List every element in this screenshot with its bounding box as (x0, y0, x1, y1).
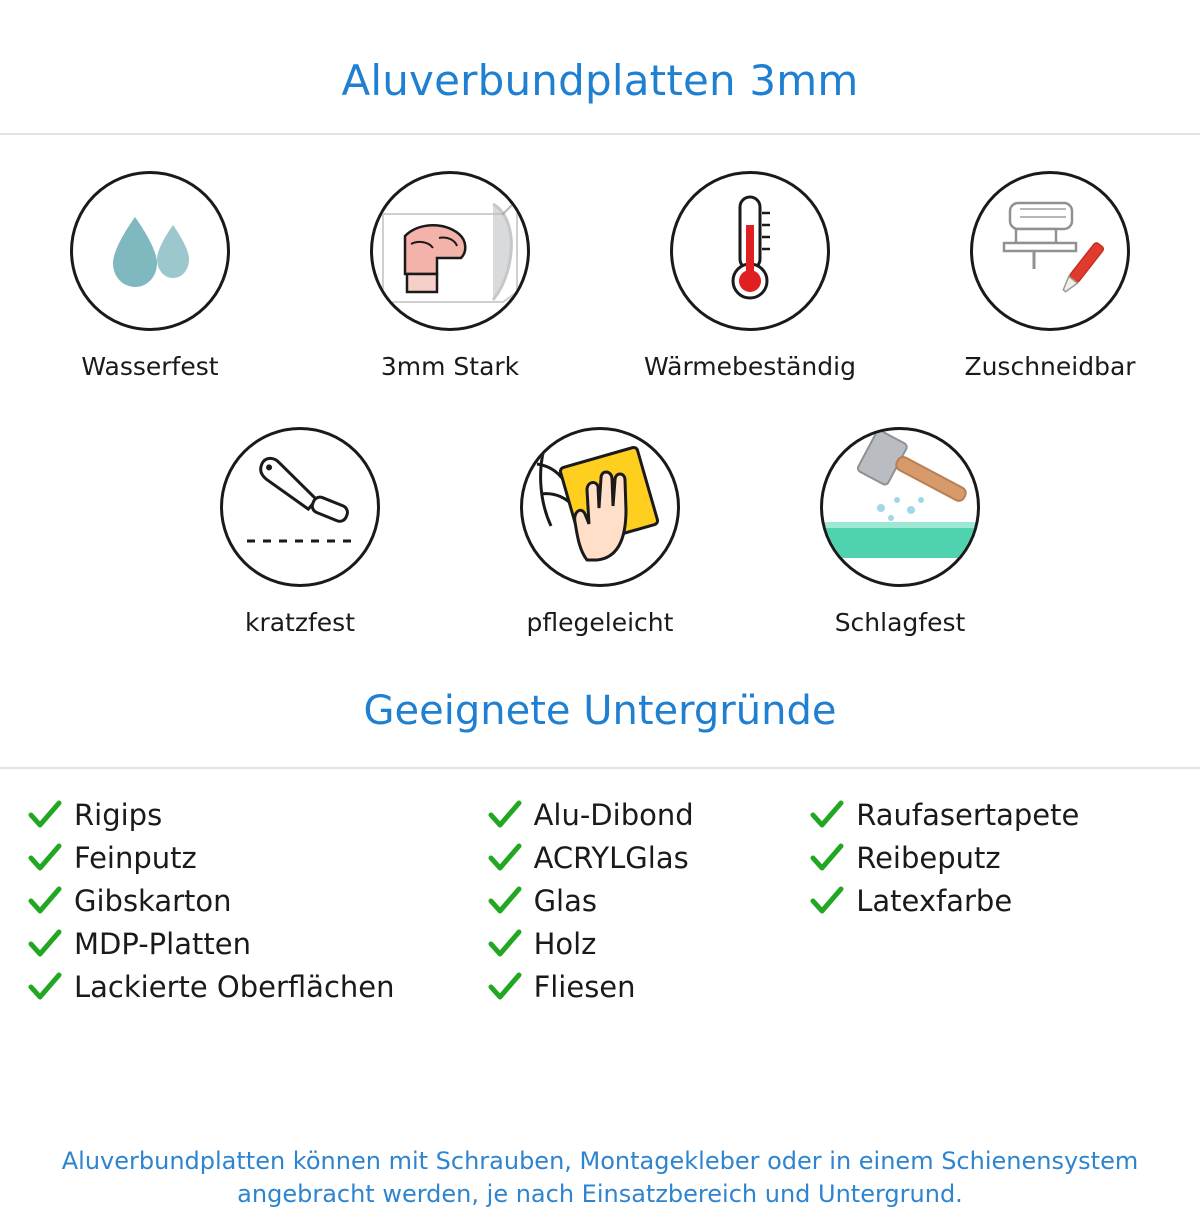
infographic-page (0, 28, 1200, 1228)
list-item-label: MDP-Platten (74, 926, 251, 961)
check-icon (488, 972, 522, 1002)
list-item-label: Rigips (74, 797, 163, 832)
feature-icon-circle (820, 427, 980, 587)
list-item (810, 793, 1172, 836)
list-item (28, 793, 488, 836)
check-icon (488, 929, 522, 959)
knife-scratch-icon (235, 445, 365, 569)
feature-kratzfest (150, 427, 450, 637)
list-item-label: Reibeputz (856, 840, 1001, 875)
feature-row-1 (0, 171, 1200, 381)
list-item-label: ACRYLGlas (533, 840, 689, 875)
check-icon (28, 843, 62, 873)
list-item-label: Fliesen (533, 969, 636, 1004)
substrates-list (0, 769, 1200, 1008)
list-item-label: Alu-Dibond (533, 797, 694, 832)
feature-row-2 (0, 427, 1200, 637)
list-item-label: Lackierte Oberflächen (74, 969, 395, 1004)
water-drops-icon (95, 199, 205, 303)
feature-icon-circle (220, 427, 380, 587)
substrates-title: Geeignete Untergründe (363, 688, 837, 735)
feature-label: pflegeleicht (526, 607, 674, 637)
list-item (28, 922, 488, 965)
substrates-column-2 (488, 793, 811, 1008)
page-title: Aluverbundplatten 3mm (341, 56, 859, 106)
check-icon (488, 800, 522, 830)
feature-zuschneidbar (900, 171, 1200, 381)
list-item (488, 793, 811, 836)
feature-label: Wärmebeständig (644, 352, 856, 382)
thermometer-icon (710, 189, 790, 313)
feature-3mm-stark (300, 171, 600, 381)
list-item (28, 879, 488, 922)
list-item-label: Feinputz (74, 840, 197, 875)
feature-wasserfest (0, 171, 300, 381)
feature-label: 3mm Stark (380, 352, 520, 382)
check-icon (28, 800, 62, 830)
hammer-impact-icon (825, 430, 975, 584)
feature-label: Schlagfest (834, 607, 966, 637)
check-icon (488, 886, 522, 916)
list-item-label: Latexfarbe (856, 883, 1013, 918)
flexed-arm-icon (375, 174, 525, 328)
footer-note: Aluverbundplatten können mit Schrauben, Montagekleber oder in einem Schienensystem angebracht werden, je nach Einsatzbereich und Untergrund. (61, 1147, 1139, 1208)
feature-icon-circle (670, 171, 830, 331)
list-item (488, 922, 811, 965)
feature-icon-circle (520, 427, 680, 587)
list-item (488, 965, 811, 1008)
feature-waermebestaendig (600, 171, 900, 381)
list-item (28, 836, 488, 879)
feature-pflegeleicht (450, 427, 750, 637)
feature-icon-circle (970, 171, 1130, 331)
substrates-column-3 (810, 793, 1172, 1008)
feature-schlagfest (750, 427, 1050, 637)
list-item (28, 965, 488, 1008)
list-item (810, 836, 1172, 879)
check-icon (810, 886, 844, 916)
list-item (488, 836, 811, 879)
check-icon (28, 972, 62, 1002)
feature-label: Wasserfest (81, 352, 219, 382)
jigsaw-cutter-icon (990, 189, 1110, 313)
check-icon (28, 929, 62, 959)
check-icon (28, 886, 62, 916)
list-item-label: Gibskarton (74, 883, 232, 918)
list-item (810, 879, 1172, 922)
hand-cloth-icon (525, 430, 675, 584)
feature-label: Zuschneidbar (964, 352, 1136, 382)
feature-section (0, 135, 1200, 636)
feature-icon-circle (70, 171, 230, 331)
feature-icon-circle (370, 171, 530, 331)
substrates-column-1 (28, 793, 488, 1008)
list-item-label: Holz (533, 926, 597, 961)
feature-label: kratzfest (244, 607, 355, 637)
check-icon (810, 800, 844, 830)
list-item-label: Raufasertapete (856, 797, 1080, 832)
check-icon (488, 843, 522, 873)
list-item-label: Glas (533, 883, 597, 918)
check-icon (810, 843, 844, 873)
list-item (488, 879, 811, 922)
